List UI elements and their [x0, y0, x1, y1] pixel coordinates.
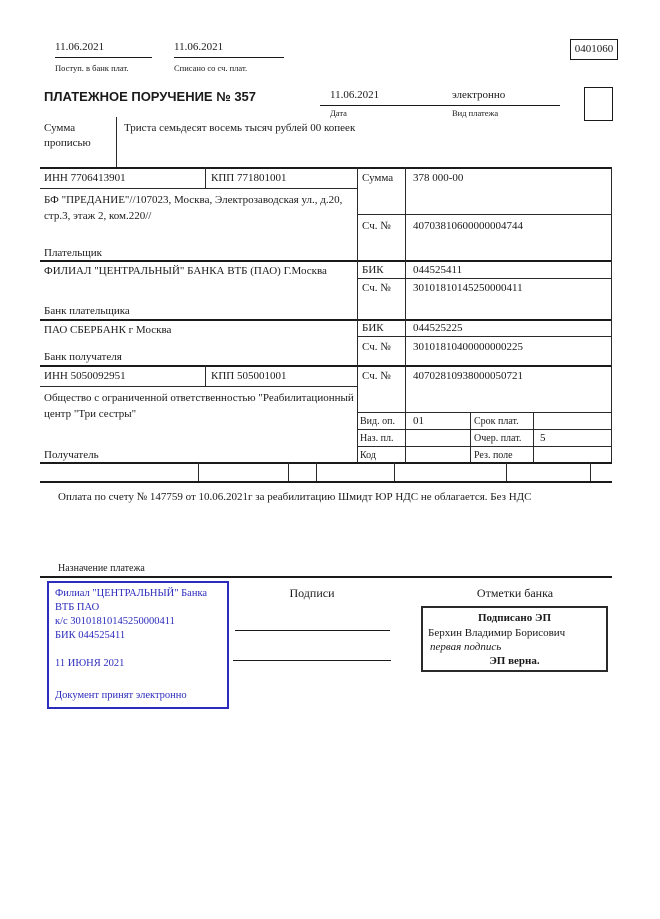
- divider: [357, 446, 612, 447]
- payee-bank-bik-label: БИК: [362, 322, 384, 334]
- document-title: ПЛАТЕЖНОЕ ПОРУЧЕНИЕ № 357: [44, 89, 257, 104]
- divider: [533, 412, 534, 462]
- payer-account-value: 40703810600000004744: [413, 220, 523, 232]
- payment-purpose-label: Назначение платежа: [58, 563, 145, 574]
- payment-purpose-text: Оплата по счету № 147759 от 10.06.2021г за реабилитацию Шмидт ЮР НДС не облагается. Без НДС: [58, 491, 532, 503]
- signed-ep-title: Подписано ЭП: [477, 612, 552, 624]
- bank-marks-label: Отметки банка: [476, 586, 554, 600]
- signatures-label: Подписи: [289, 586, 335, 600]
- divider: [205, 365, 206, 386]
- payment-name-label: Наз. пл.: [360, 433, 394, 444]
- ep-verified: ЭП верна.: [489, 655, 540, 667]
- divider: [40, 167, 612, 169]
- date-debited-from-account: 11.06.2021: [174, 40, 284, 58]
- op-kind-label: Вид. оп.: [360, 416, 395, 427]
- sum-label: Сумма: [362, 172, 394, 184]
- payer-bank-account-value: 30101810145250000411: [413, 282, 523, 294]
- divider: [40, 481, 612, 483]
- signature-line-1: [235, 630, 390, 631]
- payee-account-value: 40702810938000050721: [413, 370, 523, 382]
- amount-words-label: Сумма прописью: [44, 122, 91, 149]
- divider: [288, 462, 289, 481]
- divider: [40, 386, 357, 387]
- divider: [357, 278, 612, 279]
- divider: [394, 462, 395, 481]
- payment-kind-label: Вид платежа: [452, 108, 499, 118]
- payer-bank-label: Банк плательщика: [44, 305, 130, 317]
- stamp-bank-name-line2: ВТБ ПАО: [55, 602, 100, 613]
- divider: [40, 576, 612, 578]
- stamp-date: 11 ИЮНЯ 2021: [55, 658, 125, 669]
- divider: [40, 188, 357, 189]
- divider: [611, 167, 612, 462]
- bank-acceptance-stamp: [47, 581, 229, 709]
- stamp-bank-name-line1: Филиал "ЦЕНТРАЛЬНЫЙ" Банка: [55, 588, 208, 599]
- electronic-signature-stamp: [421, 606, 608, 672]
- signature-kind: первая подпись: [430, 641, 502, 653]
- divider: [357, 336, 612, 337]
- divider: [506, 462, 507, 481]
- signer-name: Берхин Владимир Борисович: [428, 627, 566, 639]
- divider: [116, 117, 117, 168]
- stamp-bik: БИК 044525411: [55, 630, 126, 641]
- divider: [357, 412, 612, 413]
- divider: [470, 412, 471, 462]
- payer-bank-account-label: Сч. №: [362, 282, 391, 294]
- date-received-label: Поступ. в банк плат.: [55, 63, 129, 73]
- payer-kpp: КПП 771801001: [211, 172, 287, 184]
- divider: [40, 365, 612, 367]
- reserve-field-label: Рез. поле: [474, 450, 513, 461]
- payment-kind: электронно: [452, 88, 560, 106]
- document-date: 11.06.2021: [320, 88, 456, 106]
- signature-line-2: [233, 660, 391, 661]
- payee-kpp: КПП 505001001: [211, 370, 287, 382]
- divider: [40, 319, 612, 321]
- payer-account-label: Сч. №: [362, 220, 391, 232]
- payee-bank-bik-value: 044525225: [413, 322, 463, 334]
- payer-name: БФ "ПРЕДАНИЕ"//107023, Москва, Электрозаводская ул., д.20, стр.3, этаж 2, ком.220//: [44, 194, 343, 222]
- op-kind-value: 01: [413, 415, 424, 427]
- divider: [40, 462, 612, 464]
- divider: [316, 462, 317, 481]
- payee-name: Общество с ограниченной ответственностью "Реабилитационный центр "Три сестры": [44, 392, 354, 420]
- stamp-corr-account: к/с 30101810145250000411: [55, 616, 175, 627]
- date-received-in-bank: 11.06.2021: [55, 40, 152, 58]
- payment-order-value: 5: [540, 432, 546, 444]
- divider: [357, 429, 612, 430]
- divider: [405, 167, 406, 462]
- divider: [590, 462, 591, 481]
- stamp-accepted-note: Документ принят электронно: [55, 690, 187, 701]
- payer-bank-bik-label: БИК: [362, 264, 384, 276]
- payee-label: Получатель: [44, 449, 99, 461]
- divider: [357, 214, 612, 215]
- payment-term-label: Срок плат.: [474, 416, 519, 427]
- divider: [198, 462, 199, 481]
- document-date-label: Дата: [330, 108, 347, 118]
- payee-inn: ИНН 5050092951: [44, 370, 126, 382]
- payer-label: Плательщик: [44, 247, 102, 259]
- divider: [357, 167, 358, 462]
- sum-value: 378 000-00: [413, 172, 464, 184]
- payee-bank-name: ПАО СБЕРБАНК г Москва: [44, 324, 172, 336]
- date-debited-label: Списано со сч. плат.: [174, 63, 248, 73]
- payee-bank-account-label: Сч. №: [362, 341, 391, 353]
- payee-account-label: Сч. №: [362, 370, 391, 382]
- status-field-box: [584, 87, 613, 121]
- code-label: Код: [360, 450, 376, 461]
- payer-inn: ИНН 7706413901: [44, 172, 126, 184]
- payer-bank-bik-value: 044525411: [413, 264, 463, 276]
- payee-bank-label: Банк получателя: [44, 351, 122, 363]
- divider: [205, 167, 206, 188]
- amount-words-value: Триста семьдесят восемь тысяч рублей 00 копеек: [124, 122, 356, 134]
- form-code-box: 0401060: [570, 39, 618, 60]
- divider: [40, 260, 612, 262]
- payee-bank-account-value: 30101810400000000225: [413, 341, 523, 353]
- payer-bank-name: ФИЛИАЛ "ЦЕНТРАЛЬНЫЙ" БАНКА ВТБ (ПАО) Г.Москва: [44, 265, 327, 277]
- payment-order-label: Очер. плат.: [474, 433, 522, 444]
